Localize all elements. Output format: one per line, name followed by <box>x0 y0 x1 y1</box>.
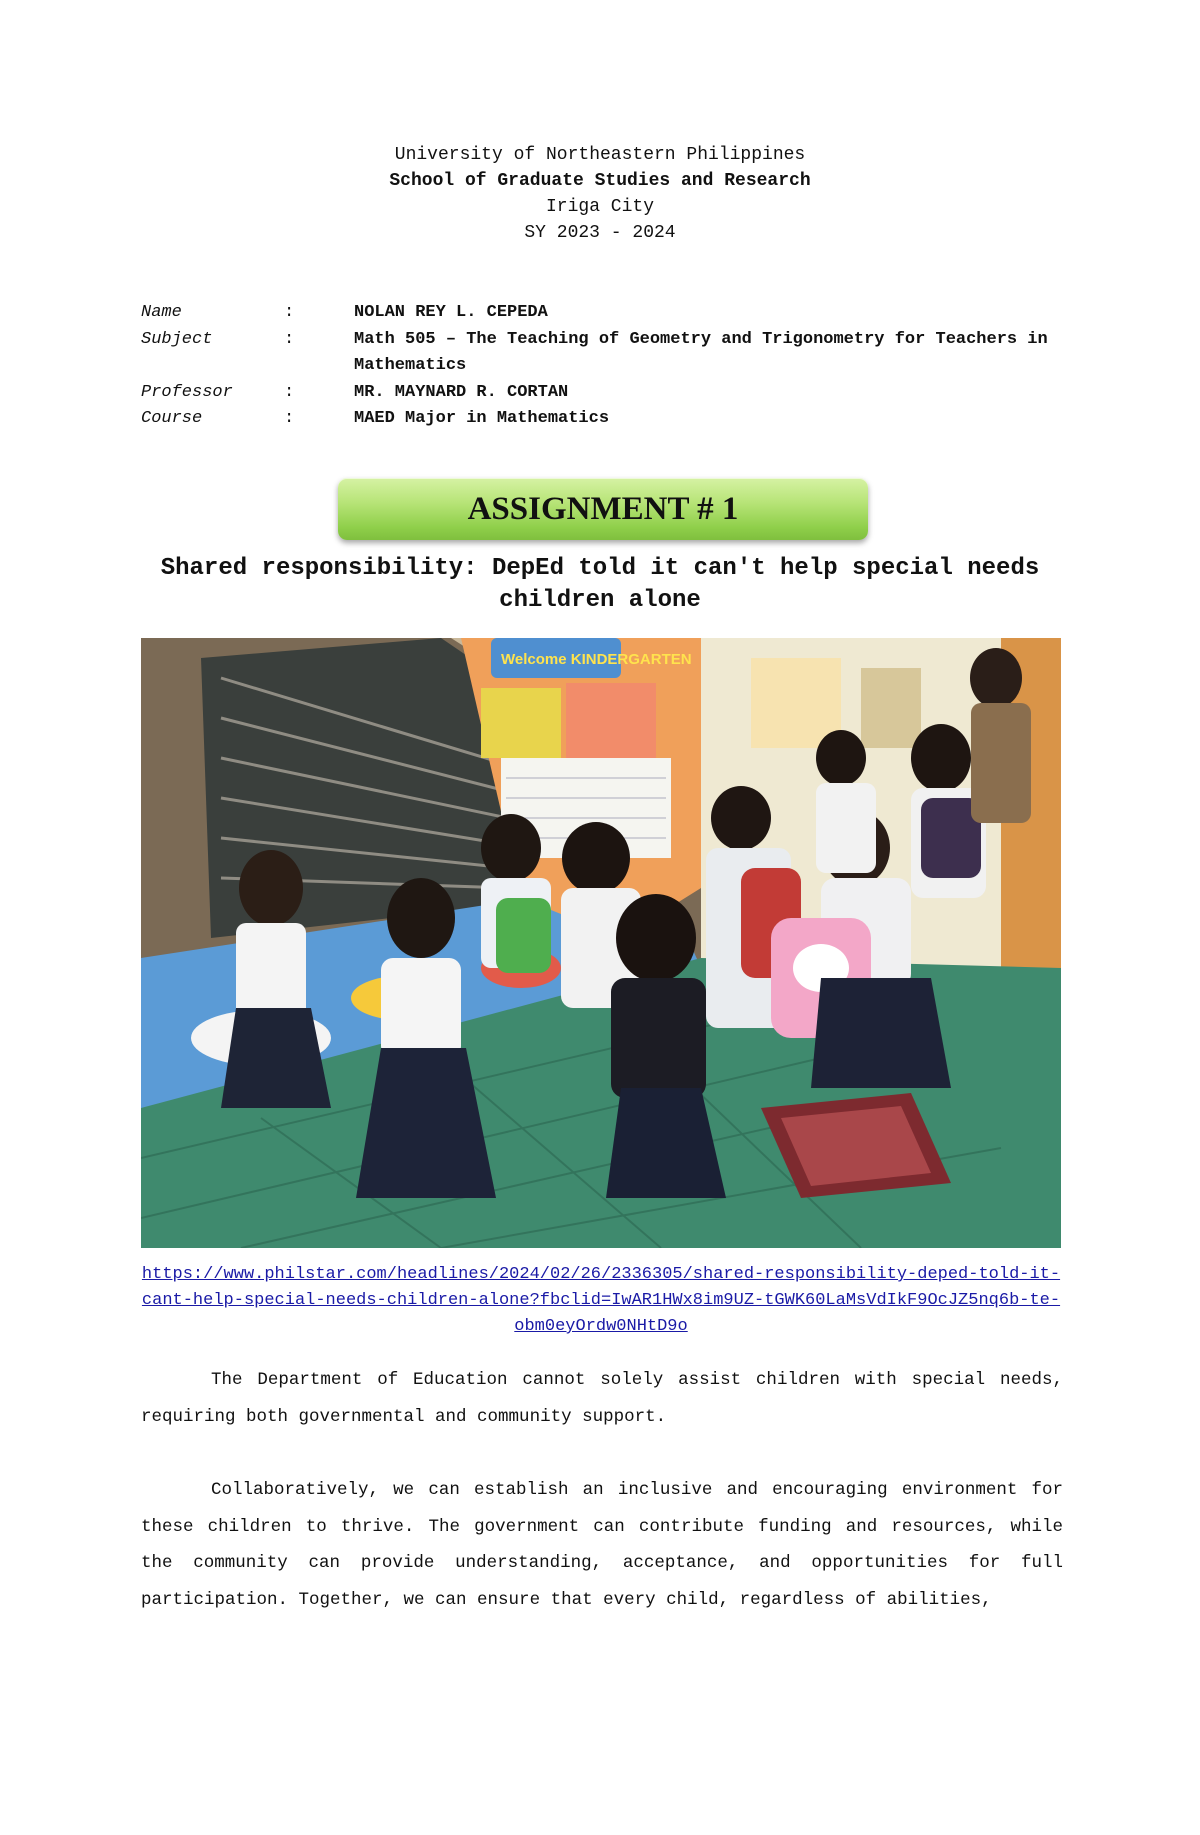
name-value: NOLAN REY L. CEPEDA <box>354 303 548 322</box>
assignment-banner <box>338 478 868 540</box>
separator: : <box>284 329 295 349</box>
separator: : <box>284 409 295 428</box>
document-header <box>0 142 1200 246</box>
student-info <box>141 300 1054 433</box>
course-label: Course <box>141 409 203 428</box>
school-year: SY 2023 - 2024 <box>524 223 676 243</box>
info-row-professor <box>141 380 1054 407</box>
separator: : <box>284 303 295 322</box>
separator: : <box>284 382 295 402</box>
subject-value: Math 505 – The Teaching of Geometry and Trigonometry for Teachers in Mathematics <box>354 329 1048 375</box>
school-name: School of Graduate Studies and Research <box>389 171 811 191</box>
kindergarten-banner: Welcome KINDERGARTEN <box>501 651 692 668</box>
name-label: Name <box>141 303 182 322</box>
professor-label: Professor <box>141 382 233 402</box>
info-row-subject <box>141 327 1054 380</box>
professor-value: MR. MAYNARD R. CORTAN <box>354 382 569 402</box>
paragraph-2-text: Collaboratively, we can establish an inclusive and encouraging environment for these children to thrive. The government can contribute funding and resources, while the community can provide understanding, acceptance, and opportunities for full participation. Together, we can ensure that every child, regardless of abilities, <box>141 1480 1063 1610</box>
assignment-label: ASSIGNMENT # 1 <box>338 478 868 540</box>
paragraph-2 <box>141 1472 1063 1618</box>
university-name: University of Northeastern Philippines <box>394 145 806 165</box>
paragraph-1-text: The Department of Education cannot solely assist children with special needs, requiring both governmental and community support. <box>141 1370 1063 1427</box>
paragraph-1 <box>141 1362 1063 1435</box>
subject-label: Subject <box>141 329 213 349</box>
article-link[interactable]: https://www.philstar.com/headlines/2024/02/26/2336305/shared-responsibility-deped-told-it-cant-help-special-needs-children-alone?fbclid=IwAR1HWx8im9UZ-tGWK60LaMsVdIkF9OcJZ5nq6b-te-obm0eyOrdw0NHtD9o <box>141 1265 1061 1336</box>
course-value: MAED Major in Mathematics <box>354 409 610 428</box>
info-row-course <box>141 406 1054 433</box>
info-row-name <box>141 300 1054 327</box>
city-name: Iriga City <box>545 197 655 217</box>
article-title: Shared responsibility: DepEd told it can't help special needs children alone <box>160 555 1040 614</box>
classroom-photo <box>141 638 1061 1248</box>
